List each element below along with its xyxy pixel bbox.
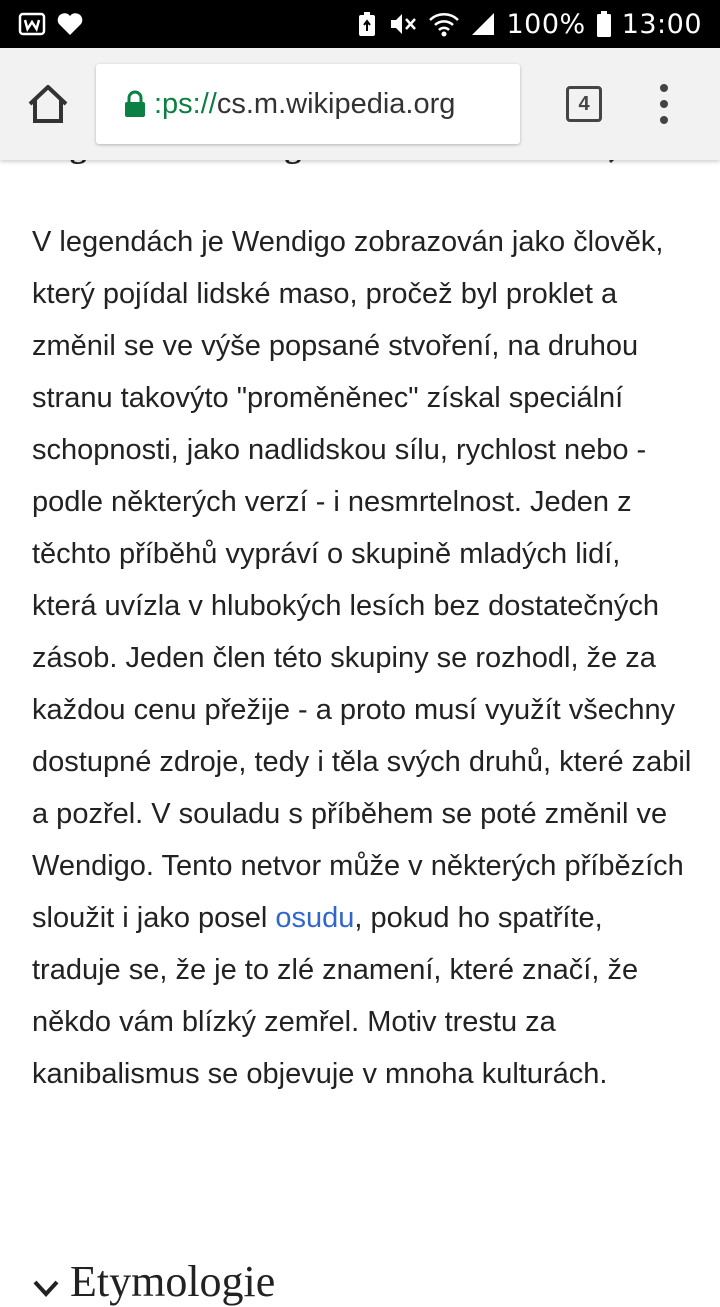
section-heading-label: Etymologie [70, 1257, 276, 1306]
battery-percent: 100% [506, 8, 586, 40]
w-app-icon [18, 12, 46, 36]
wifi-icon [428, 11, 460, 37]
article-paragraph [32, 216, 692, 1100]
status-left [18, 11, 84, 37]
paragraph-text-continued: , pokud ho spatříte, traduje se, že je to zlé znamení, které značí, že někdo vám blízký zemřel. Motiv trestu za kanibalismus se objevuje v mnoha kulturách. [32, 902, 639, 1090]
status-right [356, 9, 702, 40]
lock-icon [124, 90, 146, 118]
battery-icon [596, 10, 612, 38]
status-bar [0, 0, 720, 48]
paragraph-text: V legendách je Wendigo zobrazován jako člověk, který pojídal lidské maso, pročež byl proklet a změnil se ve výše popsané stvoření, na druhou stranu takovýto "proměněnec" získal speciální schopnosti, jako nadlidskou sílu, rychlost nebo - podle některých verzí - i nesmrtelnost. Jeden z těchto příběhů vypráví o skupině mladých lidí, která uvízla v hlubokých lesích bez dostatečných zásob. Jeden člen této skupiny se rozhodl, že za každou cenu přežije - a proto musí využít všechny dostupné zdroje, tedy i těla svých druhů, které zabil a pozřel. V souladu s příběhem se poté změnil ve Wendigo. Tento netvor může v některých příbězích sloužit i jako posel [32, 226, 692, 934]
clock: 13:00 [621, 8, 702, 40]
section-heading-etymology[interactable] [32, 1256, 275, 1307]
browser-toolbar [0, 48, 720, 160]
mute-icon [388, 10, 418, 38]
heart-icon [56, 11, 84, 37]
signal-icon [470, 11, 496, 37]
tab-count: 4 [578, 92, 590, 115]
address-bar[interactable] [96, 64, 520, 144]
more-vert-icon[interactable] [656, 84, 672, 124]
tabs-icon[interactable] [566, 86, 602, 122]
link-osud[interactable]: osudu [275, 902, 355, 934]
url-scheme: :ps:// [154, 87, 217, 120]
url-text [154, 88, 455, 121]
chevron-down-icon [32, 1279, 60, 1299]
url-host: cs.m.wikipedia.org [216, 87, 456, 120]
battery-saver-icon [356, 10, 378, 38]
home-icon[interactable] [26, 82, 70, 126]
